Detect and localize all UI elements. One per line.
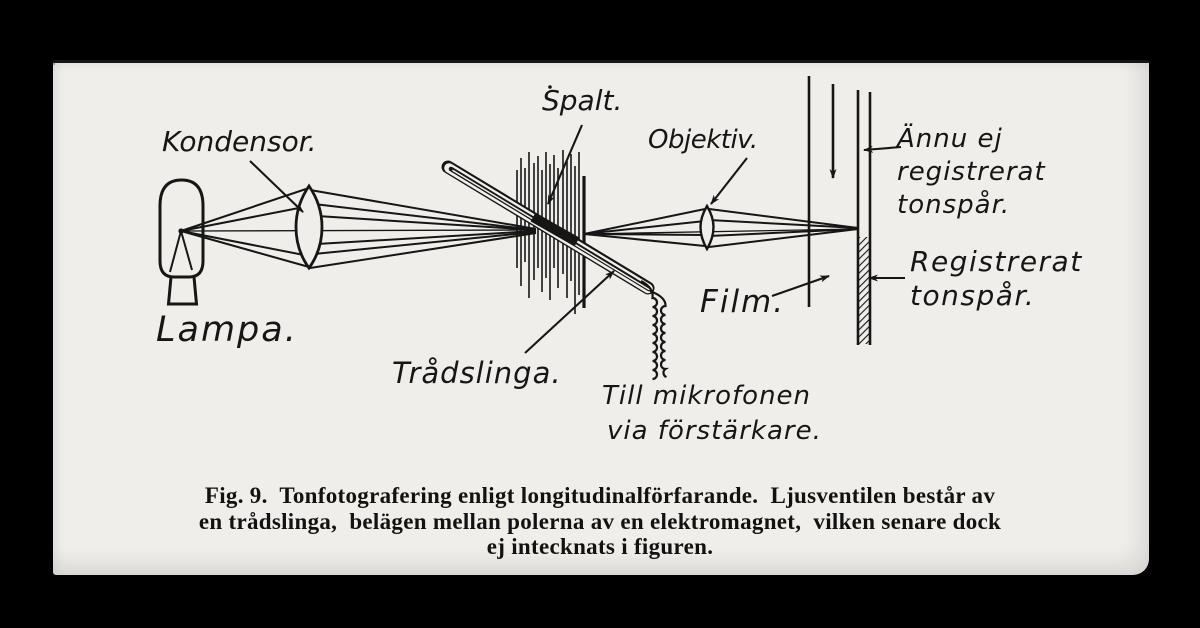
tradslinga-arrow: [525, 271, 614, 353]
light-rays-objective-to-film: [709, 209, 858, 247]
spalt-arrow: [548, 125, 582, 204]
objektiv-arrow: [711, 158, 747, 204]
label-via-forstarkare: via förstärkare.: [607, 416, 822, 446]
condenser-lens: [296, 186, 322, 268]
microphone-lead-wires: [641, 281, 667, 379]
film-strip: [809, 76, 870, 345]
label-line: registrerat: [897, 157, 1046, 187]
recorded-soundtrack-hatch: [859, 237, 870, 344]
label-objektiv: Objektiv.: [648, 125, 758, 155]
label-line: Registrerat: [910, 245, 1083, 278]
lamp-bulb: [160, 180, 203, 304]
label-tradslinga: Trådslinga.: [392, 356, 562, 390]
label-lampa: Lampa.: [156, 310, 298, 350]
lamp-base: [169, 277, 197, 304]
label-line: Ännu ej: [897, 124, 1003, 154]
label-spalt: Spalt.: [542, 84, 623, 117]
light-rays-slit-to-objective: [584, 209, 858, 246]
lamp-filament: [170, 228, 192, 272]
label-film: Film.: [700, 284, 786, 320]
caption-line-2: en trådslinga, belägen mellan polerna av en elektromagnet, vilken senare dock: [198, 508, 1002, 534]
label-annu-ej-registrerat-tonspar: [897, 123, 1046, 222]
label-line: tonspår.: [897, 190, 1011, 220]
objective-lens: [701, 206, 714, 249]
label-registrerat-tonspar: [910, 245, 1083, 313]
figure-caption: [70, 483, 1130, 560]
caption-line-1: Fig. 9. Tonfotografering enligt longitudinalförfarande. Ljusventilen består av: [204, 483, 996, 508]
label-line: tonspår.: [910, 279, 1036, 312]
wire-loop: [448, 167, 649, 290]
caption-line-3: ej intecknats i figuren.: [486, 534, 714, 559]
label-kondensor: Kondensor.: [162, 125, 317, 158]
label-till-mikrofonen: Till mikrofonen: [602, 381, 812, 411]
